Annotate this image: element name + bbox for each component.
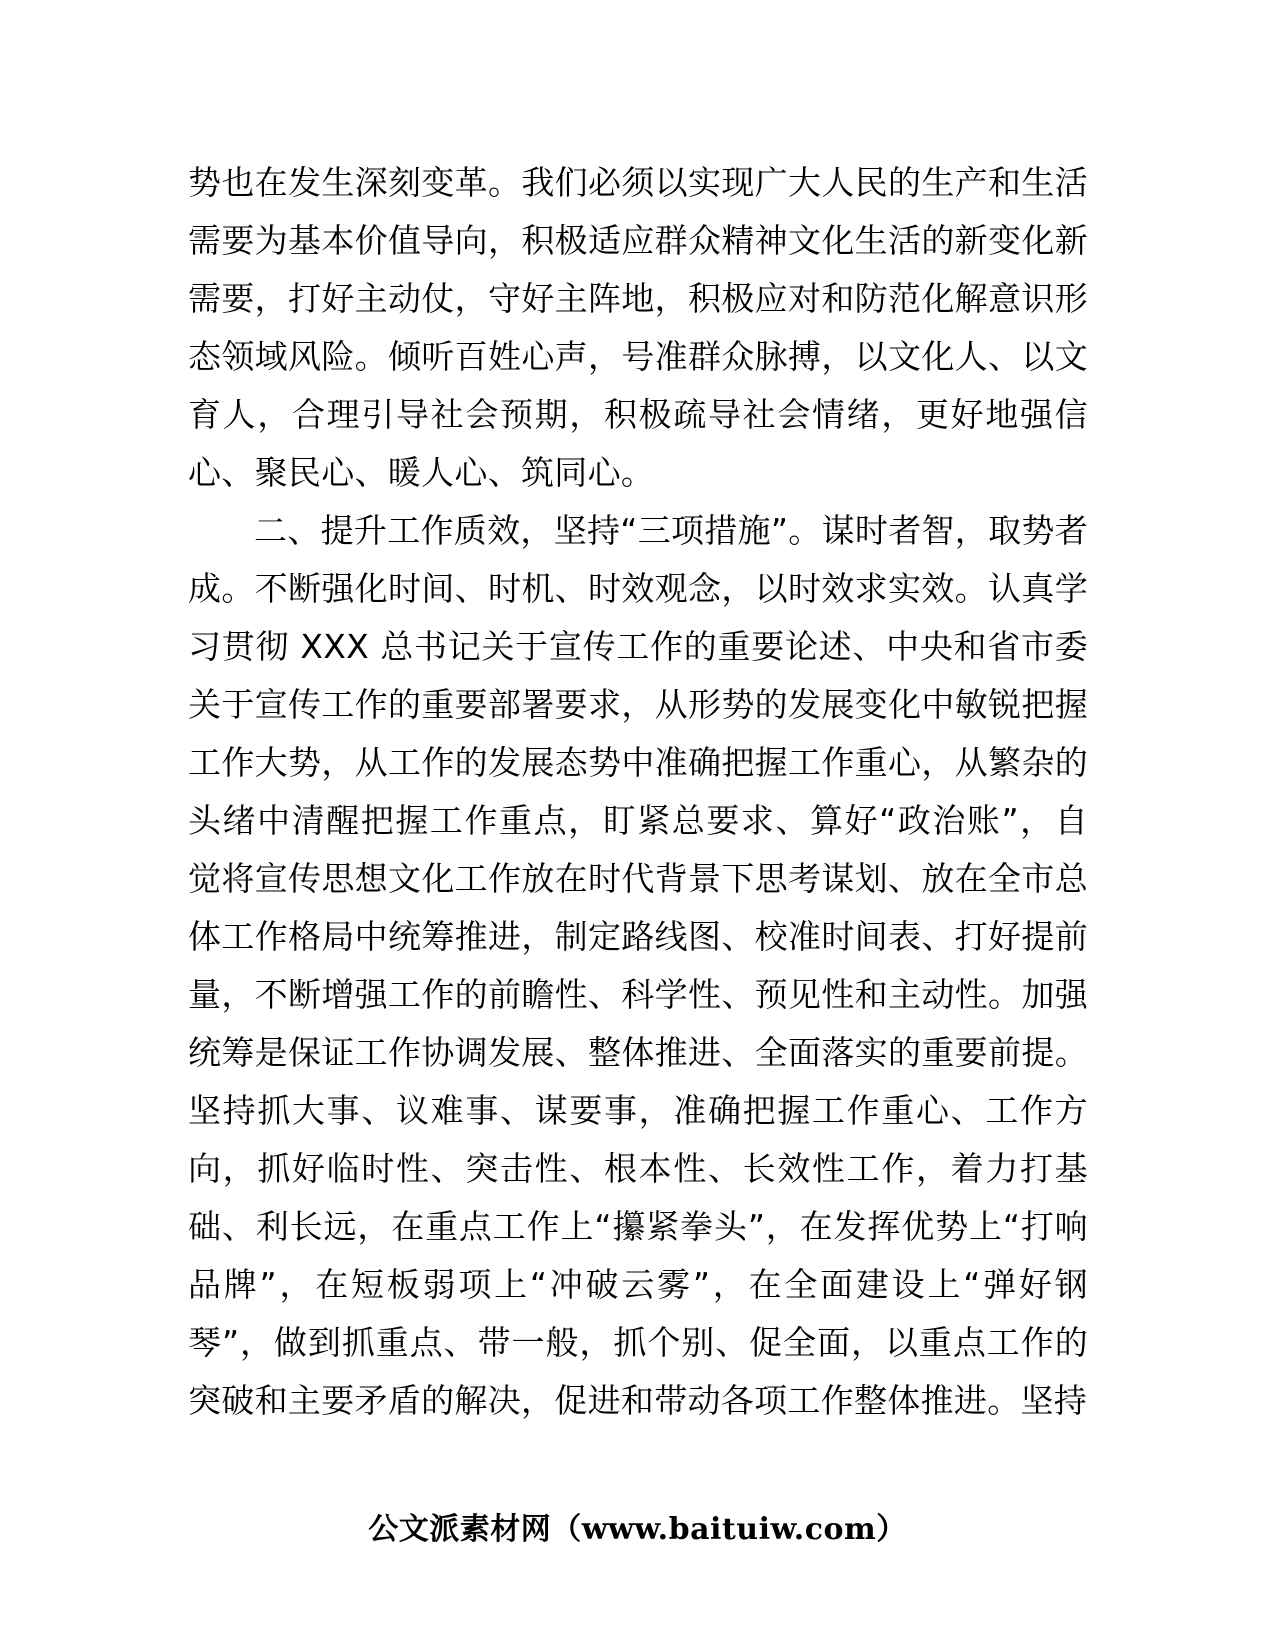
paragraph-section-two: 二、提升工作质效，坚持“三项措施”。谋时者智，取势者成。不断强化时间、时机、时效观念，以时效求实效。认真学习贯彻 XXX 总书记关于宣传工作的重要论述、中央和省市委关于宣传工作的重要部署要求，从形势的发展变化中敏锐把握工作大势，从工作的发展态势中准确把握工作重心，从繁杂的头绪中清醒把握工作重点，盯紧总要求、算好“政治账”，自觉将宣传思想文化工作放在时代背景下思考谋划、放在全市总体工作格局中统筹推进，制定路线图、校准时间表、打好提前量，不断增强工作的前瞻性、科学性、预见性和主动性。加强统筹是保证工作协调发展、整体推进、全面落实的重要前提。坚持抓大事、议难事、谋要事，准确把握工作重心、工作方向，抓好临时性、突击性、根本性、长效性工作，着力打基础、利长远，在重点工作上“攥紧拳头”，在发挥优势上“打响品牌”，在短板弱项上“冲破云雾”，在全面建设上“弹好钢琴”，做到抓重点、带一般，抓个别、促全面，以重点工作的突破和主要矛盾的解决，促进和带动各项工作整体推进。坚持	[188, 511, 1088, 1420]
document-body	[188, 154, 1088, 1430]
paragraph-continuation: 势也在发生深刻变革。我们必须以实现广大人民的生产和生活需要为基本价值导向，积极适应群众精神文化生活的新变化新需要，打好主动仗，守好主阵地，积极应对和防范化解意识形态领域风险。倾听百姓心声，号准群众脉搏，以文化人、以文育人，合理引导社会预期，积极疏导社会情绪，更好地强信心、聚民心、暖人心、筑同心。	[188, 163, 1088, 492]
footer-watermark: 公文派素材网（www.baituiw.com）	[368, 1512, 907, 1547]
